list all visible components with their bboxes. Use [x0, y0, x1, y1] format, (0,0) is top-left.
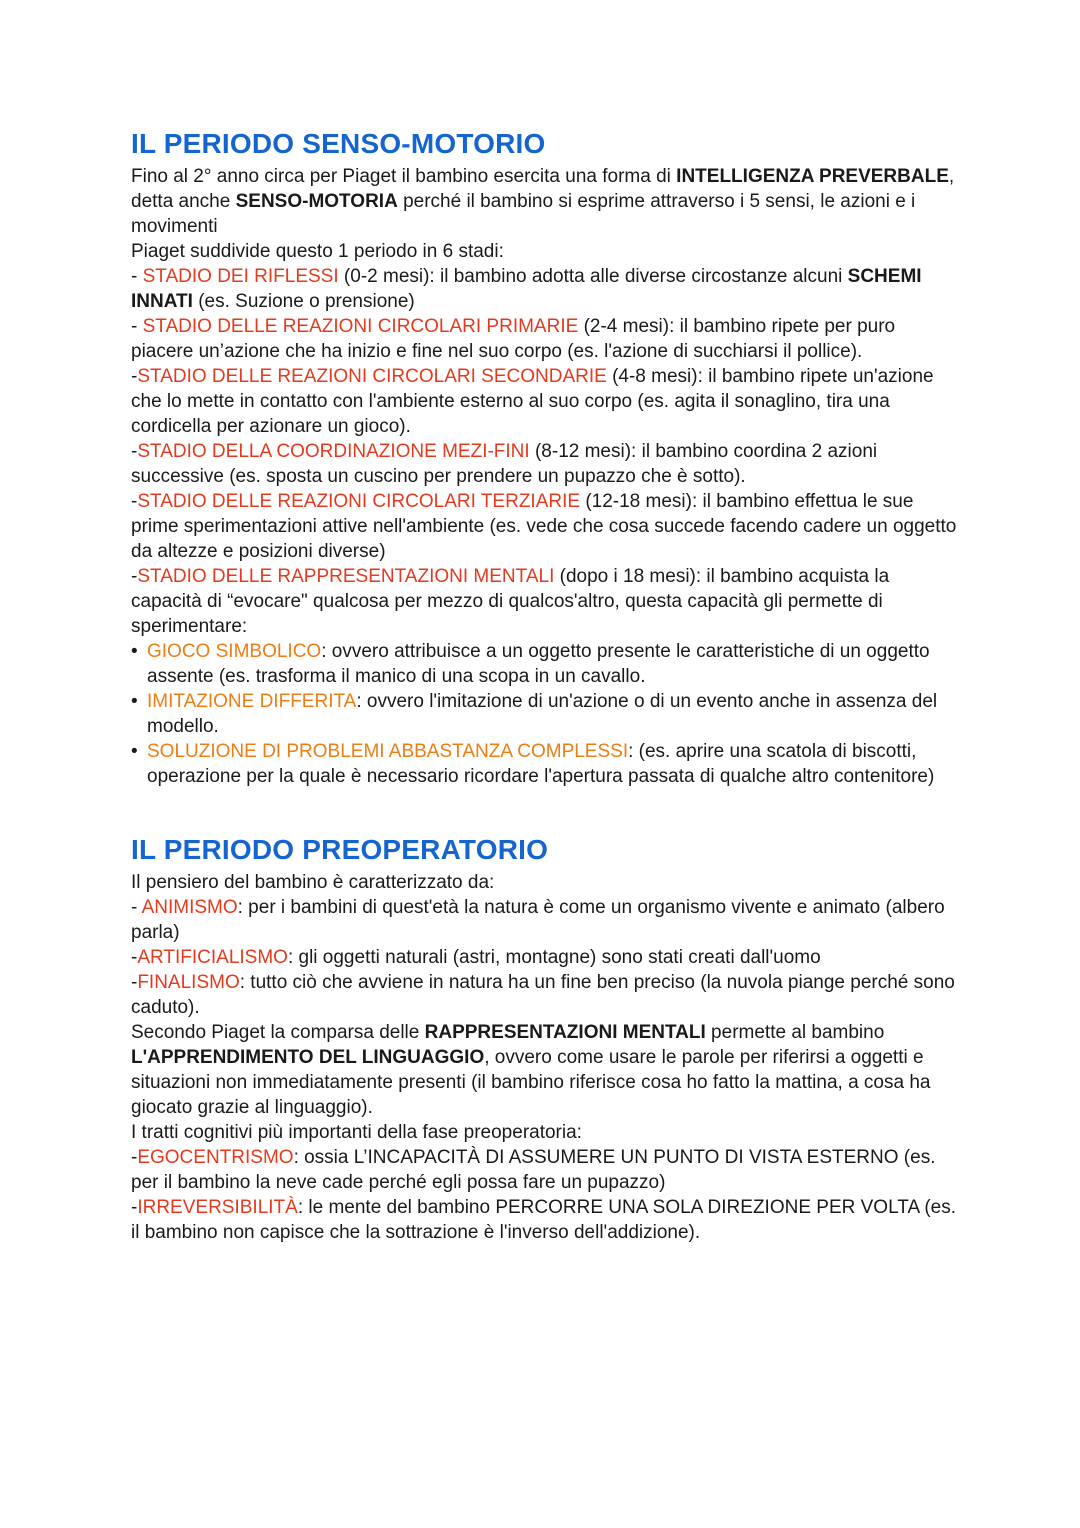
- stadio-name: STADIO DELLA COORDINAZIONE MEZI-FINI: [137, 441, 530, 462]
- stadio-mezzi-fini: [131, 439, 961, 489]
- item-artificialismo: [131, 945, 961, 970]
- linguaggio-paragraph: [131, 1020, 961, 1120]
- dash: -: [131, 972, 138, 993]
- stadio-primarie: [131, 314, 961, 364]
- text: : (es. aprire una scatola di biscotti, operazione per la quale è necessario ricordare l'apertura passata di qualche altro contenitore): [147, 741, 935, 787]
- dash: -: [131, 947, 138, 968]
- bullet-icon: •: [131, 741, 138, 762]
- term: ANIMISMO: [141, 897, 238, 918]
- text: : tutto ciò che avviene in natura ha un fine ben preciso (la nuvola piange perché sono caduto).: [131, 972, 955, 1018]
- text: perché il bambino si esprime attraverso i 5 sensi, le azioni e i movimenti: [131, 191, 916, 237]
- stadio-rappresentazioni: [131, 564, 961, 639]
- section-title: IL PERIODO PREOPERATORIO: [131, 834, 549, 865]
- item-animismo: [131, 895, 961, 945]
- intro-paragraph: [131, 164, 961, 239]
- bullet-icon: •: [131, 691, 138, 712]
- stadio-riflessi: [131, 264, 961, 314]
- dash: -: [131, 441, 138, 462]
- stadio-name: STADIO DEI RIFLESSI: [142, 266, 339, 287]
- text: Secondo Piaget la comparsa delle: [131, 1022, 425, 1043]
- text: : ovvero attribuisce a un oggetto presente le caratteristiche di un oggetto assente (es. trasforma il manico di una scopa in un cavallo.: [147, 641, 930, 687]
- text: (8-12 mesi): il bambino coordina 2 azioni successive (es. sposta un cuscino per prendere un pupazzo che è sotto).: [131, 441, 878, 487]
- dash: -: [131, 366, 138, 387]
- text: , ovvero come usare le parole per riferirsi a oggetti e situazioni non immediatamente presenti (il bambino riferisce cosa ho fatto la mattina, a cosa ha giocato grazie al linguaggio).: [131, 1047, 931, 1118]
- text: Fino al 2° anno circa per Piaget il bambino esercita una forma di: [131, 166, 677, 187]
- bold-term: INTELLIGENZA PREVERBALE: [676, 166, 949, 187]
- text: : per i bambini di quest'età la natura è come un organismo vivente e animato (albero parla): [131, 897, 945, 943]
- bold-term: L'APPRENDIMENTO DEL LINGUAGGIO: [131, 1047, 485, 1068]
- dash: -: [131, 1147, 138, 1168]
- text: , detta anche: [131, 166, 955, 212]
- bullet-list: [131, 639, 961, 789]
- term: FINALISMO: [137, 972, 240, 993]
- item-egocentrismo: [131, 1145, 961, 1195]
- item-irreversibilita: [131, 1195, 961, 1245]
- text: permette al bambino: [705, 1022, 885, 1043]
- term: GIOCO SIMBOLICO: [147, 641, 322, 662]
- document-page: [131, 124, 961, 1245]
- text: : le mente del bambino PERCORRE UNA SOLA DIREZIONE PER VOLTA (es. il bambino non capisce che la sottrazione è l'inverso dell'addizione).: [131, 1197, 957, 1243]
- item-finalismo: [131, 970, 961, 1020]
- text: (0-2 mesi): il bambino adotta alle diverse circostanze alcuni: [338, 266, 848, 287]
- stadio-name: STADIO DELLE REAZIONI CIRCOLARI PRIMARIE: [142, 316, 579, 337]
- text: : gli oggetti naturali (astri, montagne) sono stati creati dall'uomo: [287, 947, 821, 968]
- term: IMITAZIONE DIFFERITA: [147, 691, 357, 712]
- stadio-name: STADIO DELLE REAZIONI CIRCOLARI TERZIARIE: [137, 491, 581, 512]
- list-item: [131, 639, 961, 689]
- text: : ovvero l'imitazione di un'azione o di un evento anche in assenza del modello.: [147, 691, 938, 737]
- bold-term: SENSO-MOTORIA: [235, 191, 398, 212]
- section-title: IL PERIODO SENSO-MOTORIO: [131, 128, 546, 159]
- text: (12-18 mesi): il bambino effettua le sue prime sperimentazioni attive nell'ambiente (es. vede che cosa succede facendo cadere un oggetto da altezze e posizioni diverse): [131, 491, 957, 562]
- list-item: [131, 689, 961, 739]
- text: (es. Suzione o prensione): [192, 291, 415, 312]
- term: EGOCENTRISMO: [137, 1147, 294, 1168]
- bullet-icon: •: [131, 641, 138, 662]
- term: SOLUZIONE DI PROBLEMI ABBASTANZA COMPLESSI: [147, 741, 629, 762]
- dash: -: [131, 897, 142, 918]
- text: (4-8 mesi): il bambino ripete un'azione che lo mette in contatto con l'ambiente esterno al suo corpo (es. agita il sonaglino, tira una cordicella per azionare un gioco).: [131, 366, 934, 437]
- dash: -: [131, 266, 143, 287]
- stadio-name: STADIO DELLE REAZIONI CIRCOLARI SECONDARIE: [137, 366, 607, 387]
- dash: -: [131, 316, 143, 337]
- dash: -: [131, 566, 138, 587]
- text: : ossia L’INCAPACITÀ DI ASSUMERE UN PUNTO DI VISTA ESTERNO (es. per il bambino la neve cade perché egli possa fare un pupazzo): [131, 1147, 936, 1193]
- bold-term: RAPPRESENTAZIONI MENTALI: [424, 1022, 706, 1043]
- section-preoperatorio: [131, 830, 961, 1245]
- intro-paragraph: Il pensiero del bambino è caratterizzato da:: [131, 872, 495, 893]
- text: (2-4 mesi): il bambino ripete per puro piacere un’azione che ha inizio e fine nel suo corpo (es. l'azione di succhiarsi il pollice).: [131, 316, 896, 362]
- stadi-intro: Piaget suddivide questo 1 periodo in 6 stadi:: [131, 241, 504, 262]
- bold-term: SCHEMI INNATI: [131, 266, 922, 312]
- dash: -: [131, 1197, 138, 1218]
- text: (dopo i 18 mesi): il bambino acquista la capacità di “evocare" qualcosa per mezzo di qualcos'altro, questa capacità gli permette di sperimentare:: [131, 566, 890, 637]
- stadio-name: STADIO DELLE RAPPRESENTAZIONI MENTALI: [137, 566, 555, 587]
- term: IRREVERSIBILITÀ: [137, 1197, 298, 1218]
- stadio-secondarie: [131, 364, 961, 439]
- section-senso-motorio: [131, 124, 961, 789]
- dash: -: [131, 491, 138, 512]
- term: ARTIFICIALISMO: [137, 947, 288, 968]
- stadio-terziarie: [131, 489, 961, 564]
- tratti-intro: I tratti cognitivi più importanti della fase preoperatoria:: [131, 1122, 582, 1143]
- list-item: [131, 739, 961, 789]
